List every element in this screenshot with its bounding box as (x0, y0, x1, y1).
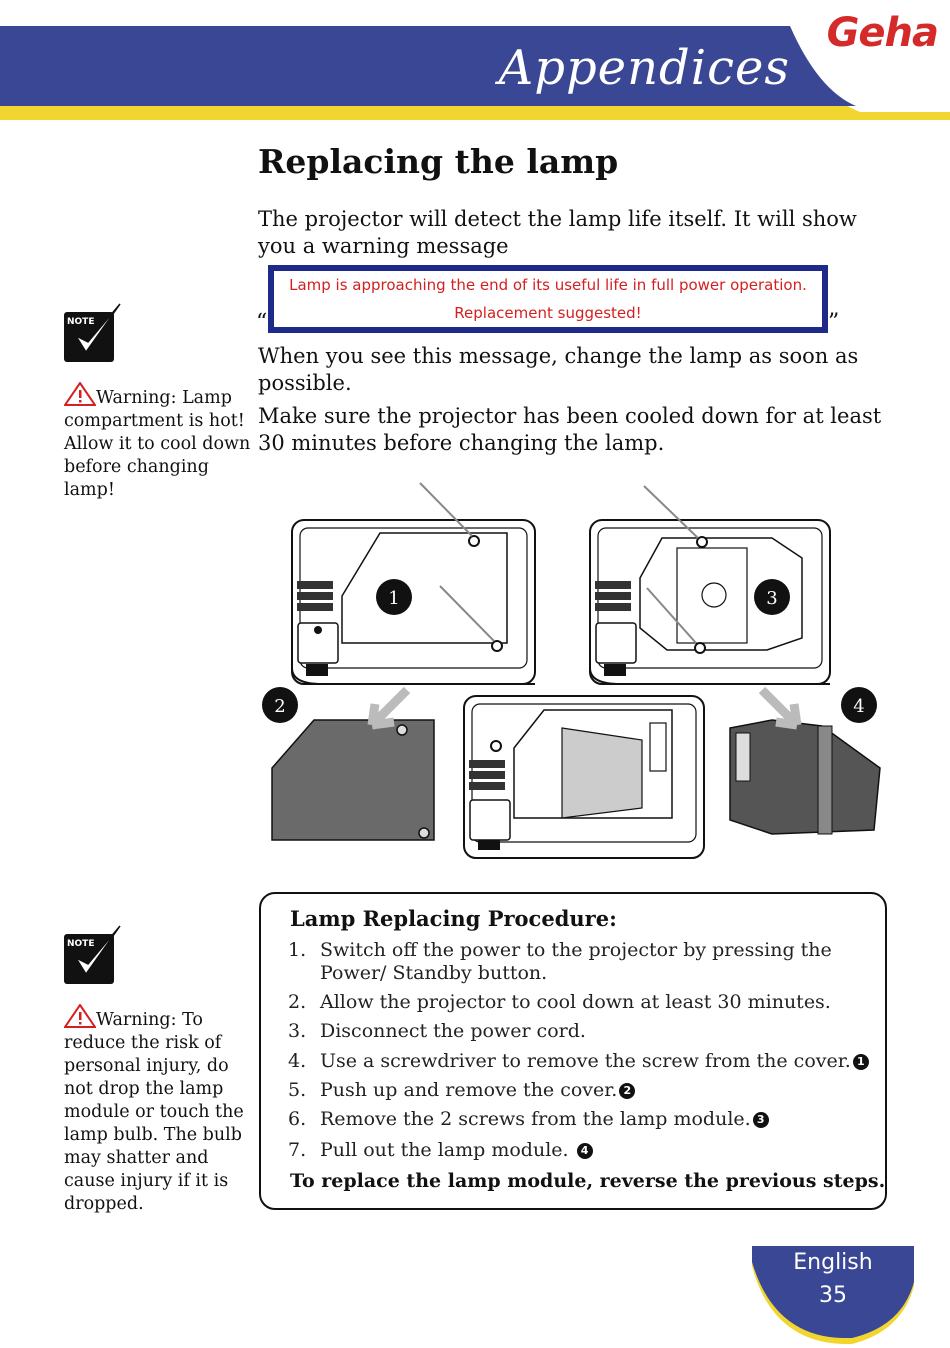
figure-marker-1 (376, 579, 412, 615)
note-icon (62, 302, 124, 364)
side-warning-text: Warning: Lamp compartment is hot! Allow it to cool down before changing lamp! (64, 388, 251, 500)
warning-triangle-icon (64, 1004, 96, 1028)
header-title: Appendices (498, 40, 790, 96)
warning-message-line1: Lamp is approaching the end of its useful life in full power operation. (289, 276, 807, 294)
paragraph-cool-down: Make sure the projector has been cooled down for at least 30 minutes before changing the lamp. (258, 404, 882, 455)
step-marker: 4 (577, 1143, 593, 1159)
step-marker: 3 (753, 1112, 769, 1128)
header-band (0, 26, 950, 120)
step-number: 4. (288, 1050, 307, 1072)
warning-message-line2: Replacement suggested! (454, 304, 642, 322)
step-number: 7. (288, 1139, 307, 1161)
note-icon (62, 924, 124, 986)
intro-text: The projector will detect the lamp life itself. It will show you a warning message (258, 207, 857, 258)
figure-marker-2 (262, 687, 298, 723)
footer-language: English (793, 1250, 873, 1275)
quote-open: “ (256, 310, 268, 335)
page-title: Replacing the lamp (258, 142, 619, 181)
step-number: 1. (288, 939, 307, 961)
step-number: 6. (288, 1108, 307, 1130)
procedure-step (288, 1079, 878, 1102)
procedure-step (288, 939, 878, 985)
figure-panel-cover (292, 483, 535, 684)
step-text: Switch off the power to the projector by pressing the Power/ Standby button. (320, 939, 832, 984)
page-number: 35 (819, 1283, 847, 1308)
side-warning-hot (64, 382, 254, 502)
procedure-step (288, 1050, 878, 1073)
procedure-step (288, 1020, 878, 1043)
warning-message-inner (274, 271, 822, 327)
side-warning-text: Warning: To reduce the risk of personal injury, do not drop the lamp module or touch the lamp bulb. The bulb may shatter and cause injury if it is dropped. (64, 1010, 244, 1214)
quote-close: ” (828, 310, 840, 335)
step-text: Allow the projector to cool down at least 30 minutes. (320, 991, 831, 1013)
warning-triangle-icon (64, 382, 96, 406)
step-text: Use a screwdriver to remove the screw from the cover. (320, 1050, 851, 1072)
step-number: 2. (288, 991, 307, 1013)
svg-text:1: 1 (388, 588, 400, 609)
procedure-step (288, 1139, 878, 1162)
step-number: 3. (288, 1020, 307, 1042)
step-marker: 2 (619, 1083, 635, 1099)
note-label: NOTE (67, 939, 95, 949)
step-marker: 1 (853, 1054, 869, 1070)
paragraph-change-lamp: When you see this message, change the lamp as soon as possible. (258, 344, 859, 395)
figure-marker-4 (841, 687, 877, 723)
svg-text:4: 4 (853, 696, 865, 717)
figure-marker-3 (754, 579, 790, 615)
lamp-replacement-figure (262, 478, 892, 863)
step-number: 5. (288, 1079, 307, 1101)
svg-text:3: 3 (766, 588, 778, 609)
step-text: Pull out the lamp module. (320, 1139, 575, 1161)
warning-message-box (268, 265, 828, 333)
side-warning-injury (64, 1004, 254, 1216)
procedure-footer-note: To replace the lamp module, reverse the previous steps. (290, 1170, 886, 1192)
step-text: Disconnect the power cord. (320, 1020, 586, 1042)
procedure-title: Lamp Replacing Procedure: (290, 906, 617, 931)
figure-panel-open-compartment (464, 696, 704, 858)
note-label: NOTE (67, 317, 95, 327)
svg-text:2: 2 (274, 696, 286, 717)
figure-panel-lamp-screws (590, 486, 830, 684)
procedure-step (288, 1108, 878, 1131)
step-text: Remove the 2 screws from the lamp module. (320, 1108, 751, 1130)
procedure-step (288, 991, 878, 1014)
brand-logo: Geha (826, 10, 938, 56)
step-text: Push up and remove the cover. (320, 1079, 618, 1101)
